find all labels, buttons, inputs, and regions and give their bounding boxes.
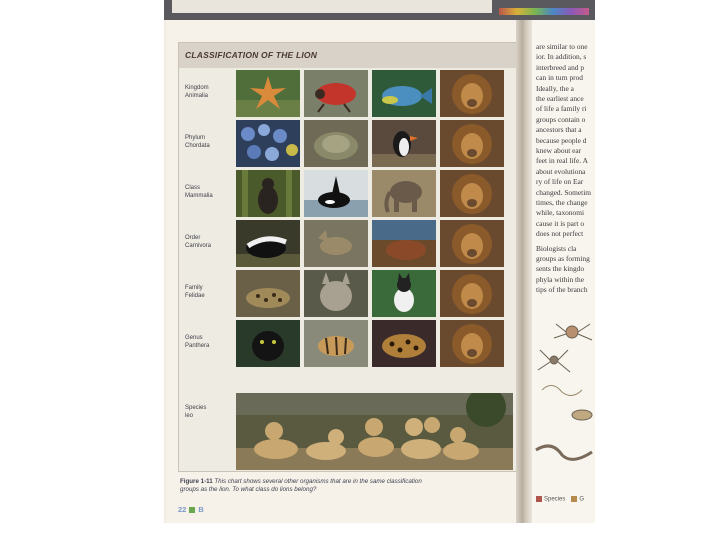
right-page-text-line: the earliest ance: [536, 94, 584, 103]
photo-house-cat: [372, 270, 436, 317]
right-page-text-line: feet in real life. A: [536, 156, 588, 166]
right-page-text-line: can in turn prod: [536, 73, 583, 83]
photo-beetle: [304, 70, 368, 117]
photo-lion: [440, 170, 504, 217]
row-label-order: Order Carnivora: [185, 235, 212, 249]
right-page-text-line: ancestors that a: [536, 125, 582, 135]
right-page-text-line: because people d: [536, 135, 587, 145]
photo-skunk: [236, 220, 300, 267]
photo-lion: [440, 320, 504, 367]
legend-swatch-species: [536, 496, 542, 502]
row-label-genus: Genus Panthera: [185, 335, 210, 349]
folio-square: [189, 507, 195, 513]
classification-chart: [178, 42, 517, 472]
photo-bear: [372, 220, 436, 267]
left-page: [166, 20, 516, 523]
photo-sea-star: [236, 70, 300, 117]
right-page-text-line: knew about ear: [536, 146, 582, 155]
photo-leopard: [372, 320, 436, 367]
right-page-text-line: are similar to one: [536, 42, 588, 51]
right-page-text-line: groups contain o: [536, 114, 586, 124]
previous-page-strip: [172, 0, 492, 13]
row-label-family: Family Felidae: [185, 285, 205, 299]
scanner-edge: [164, 0, 595, 20]
right-page-text-line: while, taxonomi: [536, 208, 585, 218]
right-page-text-line: does not perfect: [536, 229, 584, 239]
photo-fish: [372, 70, 436, 117]
photo-lion: [440, 220, 504, 267]
right-page-text-line: changed. Sometim: [536, 187, 592, 197]
photo-kangaroo: [236, 170, 300, 217]
right-page-legend: [536, 496, 584, 503]
right-page-text-line: Ideally, the a: [536, 83, 574, 93]
legend-species-label: Species: [544, 496, 566, 503]
chart-title-bar: [179, 43, 516, 68]
book-gutter: [516, 20, 532, 523]
right-page-text-line: cause it is part o: [536, 218, 585, 228]
photo-lion: [440, 70, 504, 117]
photo-turtle: [304, 120, 368, 167]
photo-elephant: [372, 170, 436, 217]
page-folio: [178, 505, 204, 514]
row-label-kingdom: Kingdom Animalia: [185, 85, 209, 99]
section-letter: B: [198, 505, 204, 514]
right-page-text-line: times, the change: [536, 198, 588, 207]
chart-title: CLASSIFICATION OF THE LION: [185, 50, 318, 60]
photo-puffin: [372, 120, 436, 167]
right-page-text-line: phyla within the: [536, 274, 585, 284]
photo-ocelot: [236, 270, 300, 317]
invertebrate-illustration: [532, 320, 595, 480]
legend-swatch-genus: [571, 496, 577, 502]
row-label-species: Species leo: [185, 405, 207, 419]
right-page-text-line: Biologists cla: [536, 243, 577, 253]
right-page-text-line: interbreed and p: [536, 62, 585, 72]
photo-sea-squirts: [236, 120, 300, 167]
color-calibration-strip: [499, 8, 589, 15]
figure-caption-text: This chart shows several other organisms that are in the same classification groups as the lion. To what class do lions belong?: [180, 478, 422, 493]
figure-caption: [180, 478, 430, 494]
photo-tiger: [304, 320, 368, 367]
photo-coyote: [304, 220, 368, 267]
right-page-text-line: ry of life on Ear: [536, 177, 584, 187]
photo-killer-whale: [304, 170, 368, 217]
photo-lion: [440, 270, 504, 317]
figure-number: Figure 1-11: [180, 478, 213, 485]
row-label-phylum: Phylum Chordata: [185, 135, 210, 149]
right-page-text-line: ior. In addition, s: [536, 52, 587, 62]
right-page-text-line: about evolutiona: [536, 166, 586, 176]
photo-lion: [440, 120, 504, 167]
scanned-book-spread: [164, 0, 595, 523]
photo-black-panther: [236, 320, 300, 367]
right-page-text-line: groups as forming: [536, 254, 590, 263]
right-page-text-line: of life a family ri: [536, 104, 587, 114]
photo-lynx: [304, 270, 368, 317]
right-page-text-line: sents the kingdo: [536, 264, 585, 274]
legend-genus-label: G: [579, 496, 585, 503]
page-number: 22: [178, 505, 187, 514]
photo-lion-pride: [236, 393, 513, 470]
right-page: [532, 20, 595, 523]
row-label-class: Class Mammalia: [185, 185, 213, 199]
right-page-text-line: tips of the branch: [536, 285, 588, 295]
